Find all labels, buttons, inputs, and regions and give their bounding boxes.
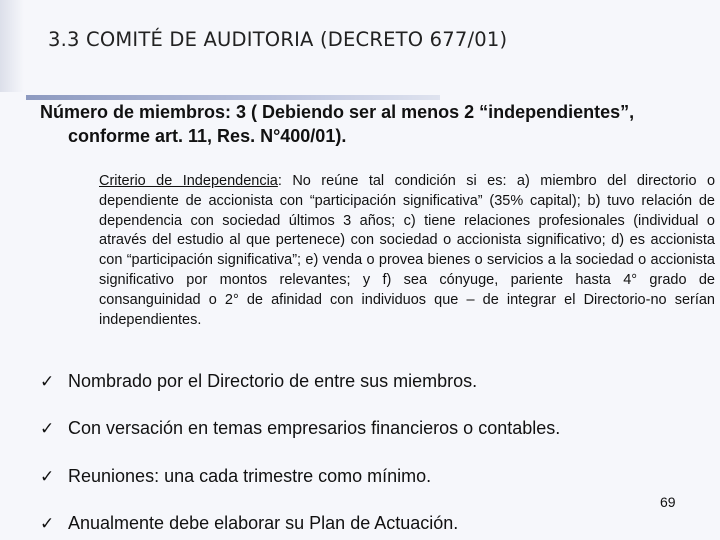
criteria-term: Criterio de Independencia: [99, 173, 278, 189]
bullet-text: Nombrado por el Directorio de entre sus miembros.: [68, 371, 478, 391]
slide-title: 3.3 COMITÉ DE AUDITORIA (DECRETO 677/01): [48, 28, 508, 51]
bullet-text: Con versación en temas empresarios financieros o contables.: [68, 418, 561, 438]
bullet-item: [40, 511, 458, 536]
page-number: 69: [660, 494, 676, 510]
bullet-text: Reuniones: una cada trimestre como mínimo.: [68, 466, 432, 486]
criteria-body: : No reúne tal condición si es: a) miembro del directorio o dependiente de accionista con “participación significativa” (35% capital); b) tuvo relación de dependencia con sociedad últimos 3 años; c) tiene relaciones profesionales (individual o através del estudio al que pertenece) con sociedad o accionista significativo; d) es accionista con “participación significativa”; e) venda o provea bienes o servicios a la sociedad o accionista significativo por montos relevantes; y f) sea cónyuge, pariente hasta 4° grado de consanguinidad o 2° de afinidad con individuos que – de integrar el Directorio-no serían independientes.: [99, 173, 716, 328]
members-line-2: conforme art. 11, Res. N°400/01).: [68, 126, 347, 146]
bullet-item: [40, 369, 477, 394]
checkmark-icon: ✓: [40, 419, 55, 438]
members-line-1: Número de miembros: 3 ( Debiendo ser al menos 2 “independientes”,: [40, 102, 635, 122]
checkmark-icon: ✓: [40, 514, 55, 533]
bullet-text: Anualmente debe elaborar su Plan de Actuación.: [68, 513, 459, 533]
decorative-left-bar: [0, 0, 24, 92]
bullet-item: [40, 416, 560, 441]
checkmark-icon: ✓: [40, 467, 55, 486]
checkmark-icon: ✓: [40, 372, 55, 391]
independence-criteria: [99, 172, 715, 330]
members-paragraph: [40, 100, 715, 148]
bullet-item: [40, 464, 431, 489]
